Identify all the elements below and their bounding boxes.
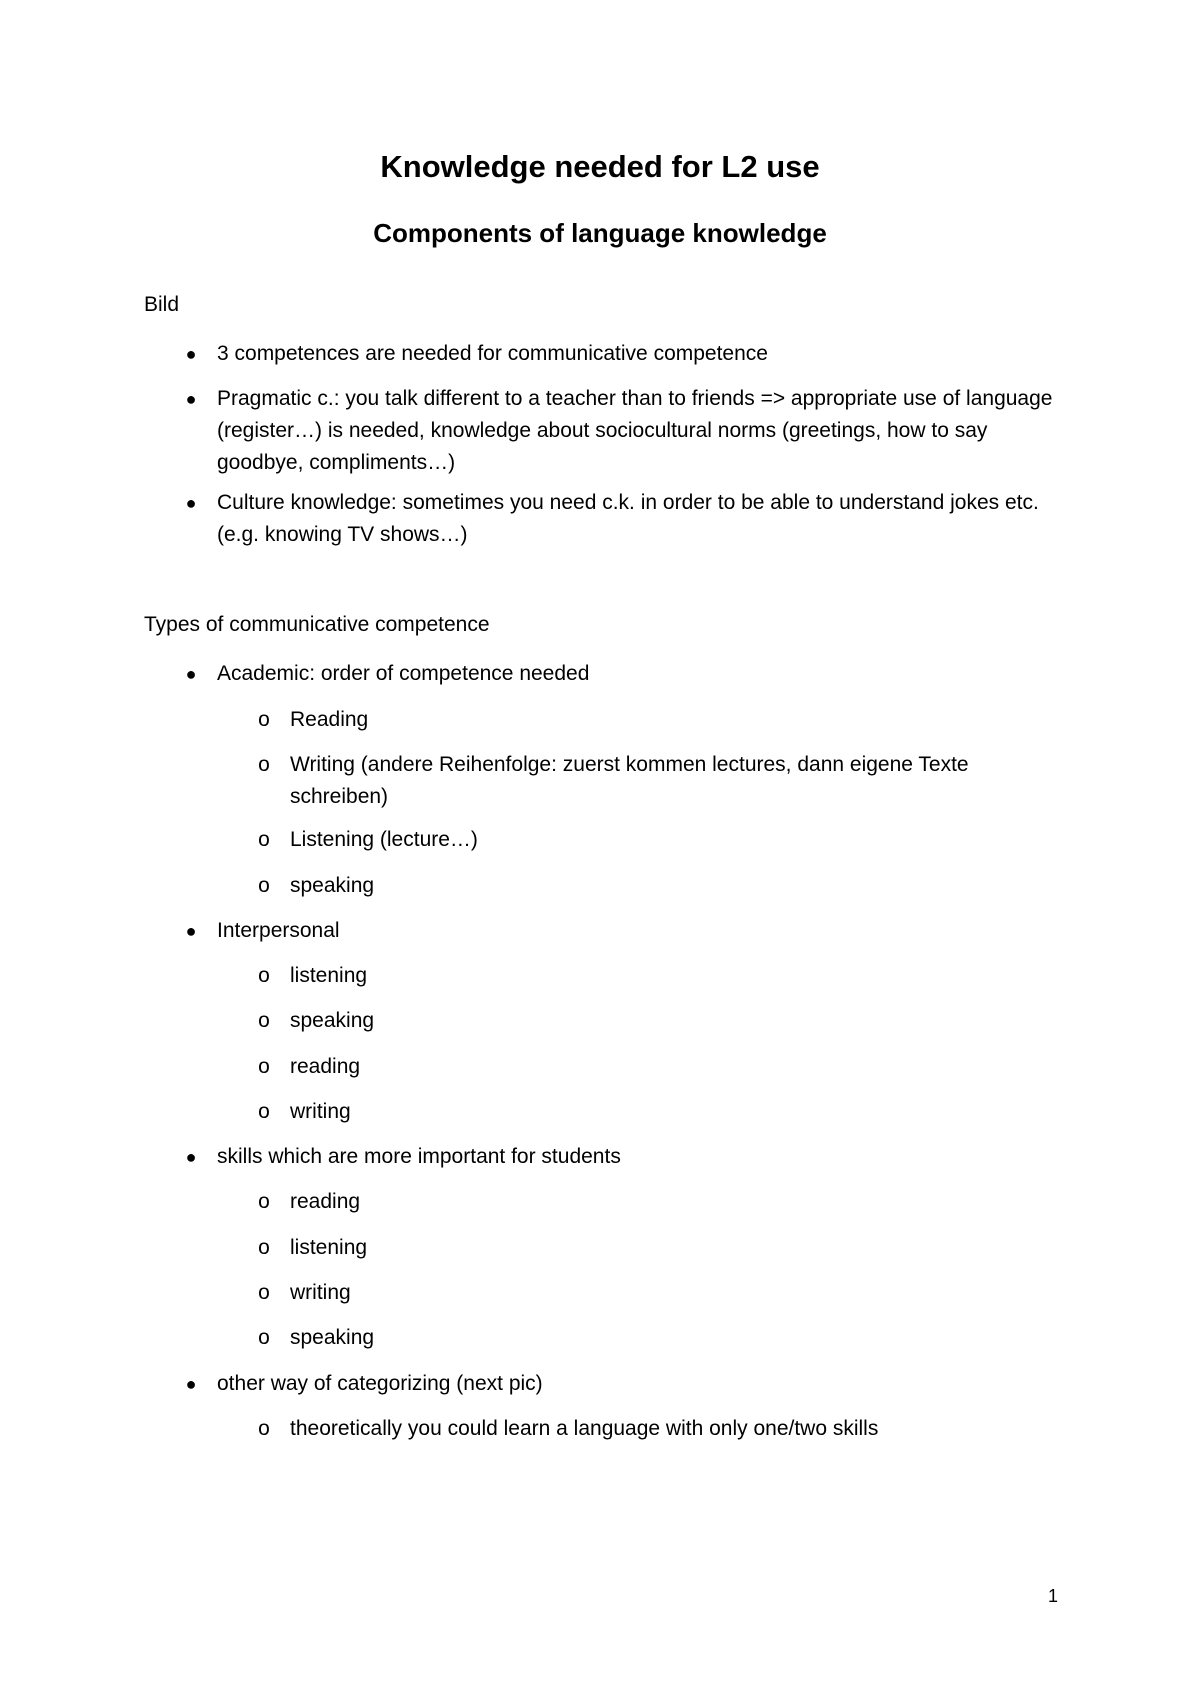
sub-list-item-text: Listening (lecture…) — [290, 828, 478, 851]
page-number: 1 — [1048, 1586, 1059, 1606]
sub-bullet-marker: o — [258, 1236, 270, 1259]
list-item-text: other way of categorizing (next pic) — [217, 1372, 543, 1395]
list-item-text: Interpersonal — [217, 919, 340, 942]
sub-list-item — [258, 1322, 1050, 1354]
list-item — [185, 487, 1077, 551]
sub-list-item — [258, 1096, 1050, 1128]
list-item-text: 3 competences are needed for communicative competence — [217, 342, 768, 365]
sub-list-item-text: Reading — [290, 708, 369, 731]
bullet-marker: ● — [185, 1147, 197, 1167]
sub-list-item-text: speaking — [290, 874, 375, 897]
sub-list-item-text: reading — [290, 1055, 361, 1078]
sub-list-item — [258, 870, 1050, 902]
sub-list-item — [258, 1277, 1050, 1309]
sub-bullet-marker: o — [258, 964, 270, 987]
sub-bullet-marker: o — [258, 1190, 270, 1213]
sub-list-item-text: writing — [290, 1281, 351, 1304]
sub-list-item-text: listening — [290, 1236, 368, 1259]
list-item-text: Academic: order of competence needed — [217, 662, 590, 685]
sub-list-item — [258, 704, 1050, 736]
sub-list-item — [258, 749, 1050, 813]
sub-list-item — [258, 1232, 1050, 1264]
list-item-text: skills which are more important for students — [217, 1145, 621, 1168]
sub-list-item-text: writing — [290, 1100, 351, 1123]
bullet-marker: ● — [185, 921, 197, 941]
paragraph-bild: Bild — [144, 293, 180, 316]
sub-list-item-text: reading — [290, 1190, 361, 1213]
document-title: Knowledge needed for L2 use — [380, 149, 820, 184]
list-item — [185, 1141, 1077, 1173]
sub-list-item — [258, 1186, 1050, 1218]
list-item-text: Pragmatic c.: you talk different to a teacher than to friends => appropriate use of language (register…) is needed, knowledge about sociocultural norms (greetings, how to say goodbye, compliments…) — [217, 387, 1053, 474]
sub-bullet-marker: o — [258, 708, 270, 731]
sub-bullet-marker: o — [258, 828, 270, 851]
list-item — [185, 1368, 1077, 1400]
bullet-marker: ● — [185, 493, 197, 513]
sub-list-item — [258, 824, 1050, 856]
sub-list-item-text: theoretically you could learn a language with only one/two skills — [290, 1417, 879, 1440]
sub-bullet-marker: o — [258, 1326, 270, 1349]
sub-list-item-text: Writing (andere Reihenfolge: zuerst kommen lectures, dann eigene Texte schreiben) — [290, 753, 969, 808]
list-item — [185, 383, 1077, 479]
list-item — [185, 915, 1077, 947]
sub-list-item — [258, 1051, 1050, 1083]
bullet-marker: ● — [185, 1374, 197, 1394]
bullet-marker: ● — [185, 389, 197, 409]
sub-bullet-marker: o — [258, 1009, 270, 1032]
sub-bullet-marker: o — [258, 1417, 270, 1440]
sub-list-item-text: speaking — [290, 1326, 375, 1349]
sub-bullet-marker: o — [258, 753, 270, 776]
paragraph-types: Types of communicative competence — [144, 613, 490, 636]
sub-list-item — [258, 1005, 1050, 1037]
sub-list-item — [258, 960, 1050, 992]
bullet-marker: ● — [185, 344, 197, 364]
list-item — [185, 338, 1077, 370]
sub-bullet-marker: o — [258, 1281, 270, 1304]
sub-bullet-marker: o — [258, 874, 270, 897]
list-item-text: Culture knowledge: sometimes you need c.k. in order to be able to understand jokes etc. (e.g. knowing TV shows…) — [217, 491, 1039, 546]
sub-bullet-marker: o — [258, 1100, 270, 1123]
bullet-marker: ● — [185, 664, 197, 684]
sub-list-item — [258, 1413, 1050, 1445]
sub-list-item-text: speaking — [290, 1009, 375, 1032]
list-item — [185, 658, 1077, 690]
document-subtitle: Components of language knowledge — [373, 218, 827, 248]
sub-bullet-marker: o — [258, 1055, 270, 1078]
sub-list-item-text: listening — [290, 964, 368, 987]
